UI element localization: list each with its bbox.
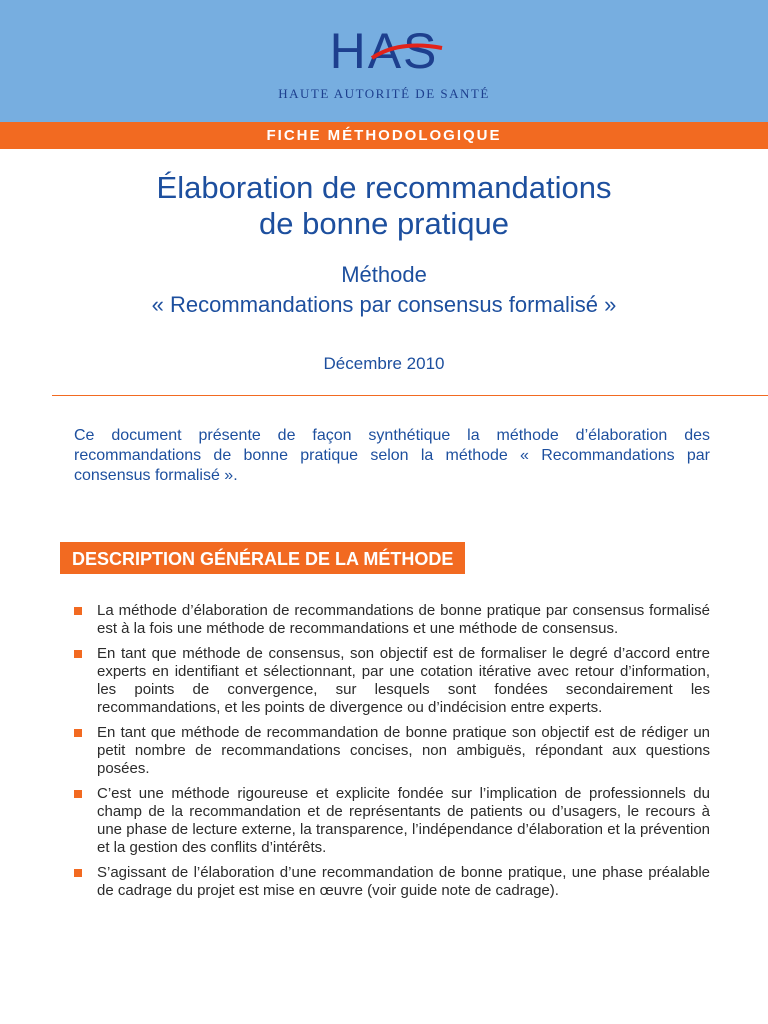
- document-title: [0, 170, 768, 242]
- bullet-square-icon: [74, 790, 82, 798]
- list-item: [74, 724, 710, 778]
- list-item: [74, 864, 710, 900]
- bullet-square-icon: [74, 869, 82, 877]
- publication-date: Décembre 2010: [323, 354, 445, 373]
- list-item: [74, 645, 710, 717]
- list-item-text: S’agissant de l’élaboration d’une recommandation de bonne pratique, une phase préalable de cadrage du projet est mise en œuvre (voir guide note de cadrage).: [97, 864, 710, 899]
- logo-letters: HAS: [329, 23, 439, 76]
- has-logo-mark: [314, 18, 454, 76]
- subtitle-line-2: « Recommandations par consensus formalisé »: [151, 292, 617, 317]
- bullet-square-icon: [74, 650, 82, 658]
- list-item-text: La méthode d’élaboration de recommandations de bonne pratique par consensus formalisé est à la fois une méthode de recommandations et une méthode de consensus.: [97, 602, 710, 637]
- subtitle-line-1: Méthode: [341, 262, 427, 287]
- bullet-list: [74, 602, 710, 907]
- section-heading: [60, 542, 465, 574]
- fiche-band: [0, 122, 768, 149]
- title-line-2: de bonne pratique: [259, 206, 509, 241]
- list-item-text: En tant que méthode de consensus, son objectif est de formaliser le degré d’accord entre experts en identifiant et sélectionnant, par une cotation itérative avec retour d’information, les points de convergence, sur lesquels sont fondées secondairement les recommandations, et les points de divergence ou d’indécision entre experts.: [97, 645, 710, 716]
- divider: [52, 395, 768, 396]
- bullet-square-icon: [74, 607, 82, 615]
- list-item-text: C’est une méthode rigoureuse et explicite fondée sur l’implication de professionnels du champ de la recommandation et de représentants de patients ou d’usagers, le recours à une phase de lecture externe, la transparence, l’indépendance d’élaboration et la prévention et la gestion des conflits d’intérêts.: [97, 785, 710, 856]
- list-item: [74, 785, 710, 857]
- list-item-text: En tant que méthode de recommandation de bonne pratique son objectif est de rédiger un petit nombre de recommandations concises, non ambiguës, répondant aux questions posées.: [97, 724, 710, 777]
- has-logo: [0, 18, 768, 81]
- intro-paragraph: Ce document présente de façon synthétique la méthode d’élaboration des recommandations de bonne pratique selon la méthode « Recommandations par consensus formalisé ».: [74, 427, 710, 484]
- section-heading-text: DESCRIPTION GÉNÉRALE DE LA MÉTHODE: [72, 549, 454, 569]
- org-name: HAUTE AUTORITÉ DE SANTÉ: [278, 86, 490, 101]
- list-item: [74, 602, 710, 638]
- fiche-label: FICHE MÉTHODOLOGIQUE: [266, 127, 502, 144]
- bullet-square-icon: [74, 729, 82, 737]
- document-subtitle: [0, 260, 768, 320]
- title-line-1: Élaboration de recommandations: [156, 170, 612, 205]
